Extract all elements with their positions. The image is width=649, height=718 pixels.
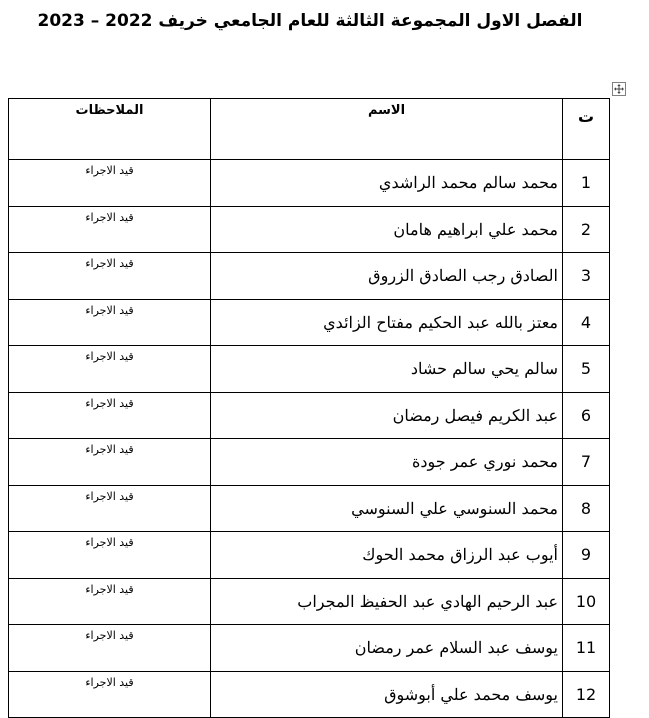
student-name: أيوب عبد الرزاق محمد الحوك bbox=[211, 532, 563, 579]
student-roster-table bbox=[8, 98, 610, 718]
row-notes: قيد الاجراء bbox=[9, 671, 211, 718]
row-notes: قيد الاجراء bbox=[9, 392, 211, 439]
student-name: محمد علي ابراهيم هامان bbox=[211, 206, 563, 253]
student-name: محمد السنوسي علي السنوسي bbox=[211, 485, 563, 532]
table-row bbox=[9, 625, 610, 672]
row-notes: قيد الاجراء bbox=[9, 578, 211, 625]
student-name: يوسف محمد علي أبوشوق bbox=[211, 671, 563, 718]
row-number: 12 bbox=[563, 671, 610, 718]
row-number: 4 bbox=[563, 299, 610, 346]
row-notes: قيد الاجراء bbox=[9, 532, 211, 579]
table-row bbox=[9, 392, 610, 439]
student-name: يوسف عبد السلام عمر رمضان bbox=[211, 625, 563, 672]
row-number: 11 bbox=[563, 625, 610, 672]
document-title: الفصل الاول المجموعة الثالثة للعام الجامعي خريف 2022 – 2023 bbox=[37, 11, 583, 31]
row-number: 6 bbox=[563, 392, 610, 439]
student-name: محمد سالم محمد الراشدي bbox=[211, 160, 563, 207]
student-name: محمد نوري عمر جودة bbox=[211, 439, 563, 486]
row-notes: قيد الاجراء bbox=[9, 625, 211, 672]
student-name: عبد الكريم فيصل رمضان bbox=[211, 392, 563, 439]
row-notes: قيد الاجراء bbox=[9, 206, 211, 253]
row-notes: قيد الاجراء bbox=[9, 485, 211, 532]
row-notes: قيد الاجراء bbox=[9, 253, 211, 300]
row-number: 7 bbox=[563, 439, 610, 486]
move-arrows-icon bbox=[614, 84, 624, 94]
table-row bbox=[9, 299, 610, 346]
student-name: الصادق رجب الصادق الزروق bbox=[211, 253, 563, 300]
table-row bbox=[9, 160, 610, 207]
table-header-row bbox=[9, 99, 610, 160]
student-name: معتز بالله عبد الحكيم مفتاح الزائدي bbox=[211, 299, 563, 346]
header-notes: الملاحظات bbox=[9, 99, 211, 160]
row-number: 10 bbox=[563, 578, 610, 625]
row-number: 2 bbox=[563, 206, 610, 253]
table-row bbox=[9, 206, 610, 253]
table-row bbox=[9, 578, 610, 625]
row-notes: قيد الاجراء bbox=[9, 299, 211, 346]
header-number: ت bbox=[563, 99, 610, 160]
row-number: 9 bbox=[563, 532, 610, 579]
row-notes: قيد الاجراء bbox=[9, 439, 211, 486]
row-number: 8 bbox=[563, 485, 610, 532]
row-number: 5 bbox=[563, 346, 610, 393]
row-notes: قيد الاجراء bbox=[9, 160, 211, 207]
table-row bbox=[9, 532, 610, 579]
table-row bbox=[9, 346, 610, 393]
student-name: عبد الرحيم الهادي عبد الحفيظ المجراب bbox=[211, 578, 563, 625]
student-name: سالم يحي سالم حشاد bbox=[211, 346, 563, 393]
row-notes: قيد الاجراء bbox=[9, 346, 211, 393]
table-move-handle[interactable] bbox=[612, 82, 626, 96]
header-name: الاسم bbox=[211, 99, 563, 160]
row-number: 1 bbox=[563, 160, 610, 207]
table-row bbox=[9, 485, 610, 532]
table-row bbox=[9, 253, 610, 300]
table-row bbox=[9, 671, 610, 718]
table-row bbox=[9, 439, 610, 486]
row-number: 3 bbox=[563, 253, 610, 300]
